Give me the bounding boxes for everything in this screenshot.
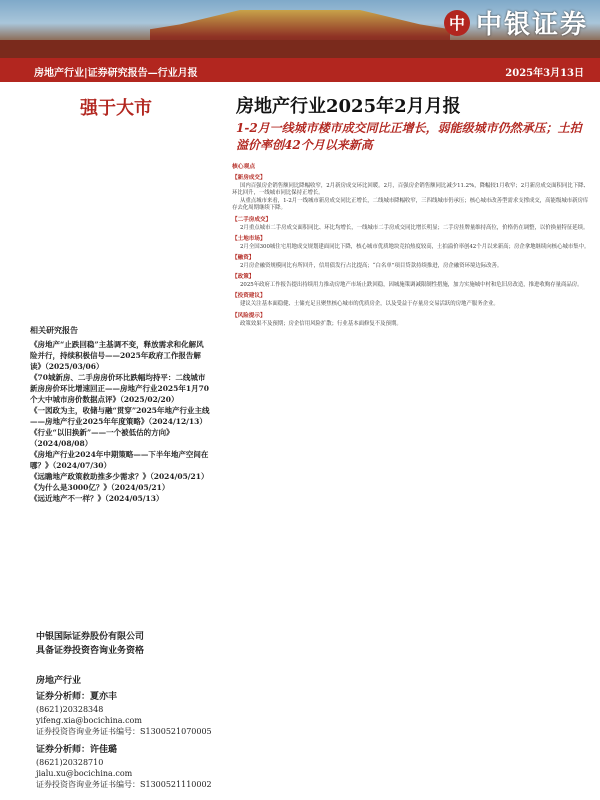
paragraph: 2025年政府工作报告提出持续用力推动房地产市场止跌回稳，因城施策调减限制性措施，加力实施城中村和危旧房改造，推进收购存量商品房。 [240, 282, 583, 289]
tag-risk: 【风险提示】 [232, 312, 266, 319]
related-report-link[interactable]: 《远瞻地产政策救助推多少需求？》（2024/05/21） [30, 472, 209, 481]
related-report-link[interactable]: 《70城新房、二手房房价环比跌幅均持平：二线城市新房房价环比增速回正——房地产行业2025年1月70个大中城市房价数据点评》（2025/02/20） [30, 373, 210, 404]
paragraph: 2月房企融资规模同比有所回升，信用债发行占比提高；“白名单”项目贷款持续推进，房企融资环境边际改善。 [240, 263, 503, 270]
analyst-card [36, 692, 216, 737]
tag-invest: 【投资建议】 [232, 293, 266, 300]
analyst-card [36, 745, 216, 790]
related-report-link[interactable]: 《行业“以旧换新”——一个被低估的方向》（2024/08/08） [30, 428, 174, 448]
company-info [36, 630, 216, 658]
analyst-email[interactable]: jialu.xu@bocichina.com [36, 769, 133, 778]
paragraph: 政策效果不及预期；房企信用风险扩散；行业基本面修复不及预期。 [240, 320, 402, 327]
related-report-link[interactable]: 《远近地产不一样？》（2024/05/13） [30, 494, 164, 503]
header-banner [0, 0, 600, 58]
palace-wall-image [0, 40, 600, 58]
related-report-link[interactable]: 《房地产行业2024年中期策略——下半年地产空间在哪？》（2024/07/30） [30, 450, 209, 470]
analyst-name: 证券分析师：夏亦丰 [36, 692, 118, 702]
analyst-email[interactable]: yifeng.xia@bocichina.com [36, 716, 142, 725]
analyst-name: 证券分析师：许佳璐 [36, 745, 118, 755]
tag-second-hand: 【二手房成交】 [232, 216, 272, 223]
report-date: 2025年3月13日 [505, 68, 584, 79]
paragraph: 2月重点城市二手房成交面积同比、环比均增长，一线城市二手房成交同比增长明显；二手房挂牌量维持高位，价格仍在调整，以价换量特征延续。 [240, 224, 589, 231]
paragraph: 国内百强房企销售额同比降幅收窄，2月新房成交环比回暖。2月，百强房企销售额同比减少11.2%，降幅较1月收窄；2月新房成交面积同比下降、环比回升，一线城市同比保持正增长。 [232, 183, 589, 197]
tag-policy: 【政策】 [232, 274, 255, 281]
company-qualification: 具备证券投资咨询业务资格 [36, 646, 145, 656]
tag-finance: 【融资】 [232, 254, 255, 261]
core-heading: 核心观点 [232, 164, 256, 170]
related-report-link[interactable]: 《一図政为主，收储与融“贯穿”2025年地产行业主线——房地产行业2025年年度策略》（2024/12/13） [30, 406, 210, 426]
logo-text: 中银证券 [475, 10, 588, 40]
paragraph: 从重点城市来看，1-2月一线城市新房成交同比正增长，二线城市降幅收窄，三四线城市仍承压；核心城市改善型需求支撑成交，高能级城市新房库存去化周期继续下降。 [232, 198, 589, 212]
related-reports [30, 325, 210, 504]
brand-logo [444, 4, 588, 41]
logo-icon: 中 [444, 10, 470, 36]
paragraph: 建议关注基本面稳健、土储充足且聚焦核心城市的优质房企，以及受益于存量房交易活跃的房地产服务企业。 [240, 301, 499, 308]
section-label: 房地产行业|证券研究报告—行业月报 [34, 68, 198, 79]
related-report-link[interactable]: 《房地产“止跌回稳”主基调不变，释放需求和化解风险并行，持续积极信号——2025年政府工作报告解读》（2025/03/06） [30, 340, 204, 371]
related-report-link[interactable]: 《为什么是3000亿？》（2024/05/21） [30, 483, 170, 492]
rating-label: 强于大市 [80, 98, 152, 119]
analyst-list [36, 692, 216, 798]
report-subtitle: 1-2月一线城市楼市成交同比正增长，弱能级城市仍然承压；土拍溢价率创42个月以来新高 [236, 121, 582, 152]
paragraph: 2月全国300城住宅用地成交规划建面同比下降，核心城市优质地块竞拍热度较高，土拍溢价率创42个月以来新高；房企拿地继续向核心城市集中。 [240, 243, 590, 250]
related-reports-title: 相关研究报告 [30, 325, 78, 335]
tag-new-house: 【新房成交】 [232, 175, 266, 182]
tag-land: 【土地市场】 [232, 235, 266, 242]
analyst-phone: (8621)20328348 [36, 705, 104, 714]
company-name: 中银国际证券股份有限公司 [36, 632, 145, 642]
analyst-cert: 证券投资咨询业务证书编号：S1300521110002 [36, 780, 212, 789]
report-title: 房地产行业2025年2月月报 [236, 96, 461, 117]
analyst-phone: (8621)20328710 [36, 758, 104, 767]
section-bar [0, 58, 600, 82]
industry-label: 房地产行业 [36, 676, 82, 686]
main-content [232, 160, 590, 329]
analyst-cert: 证券投资咨询业务证书编号：S1300521070005 [36, 727, 212, 736]
